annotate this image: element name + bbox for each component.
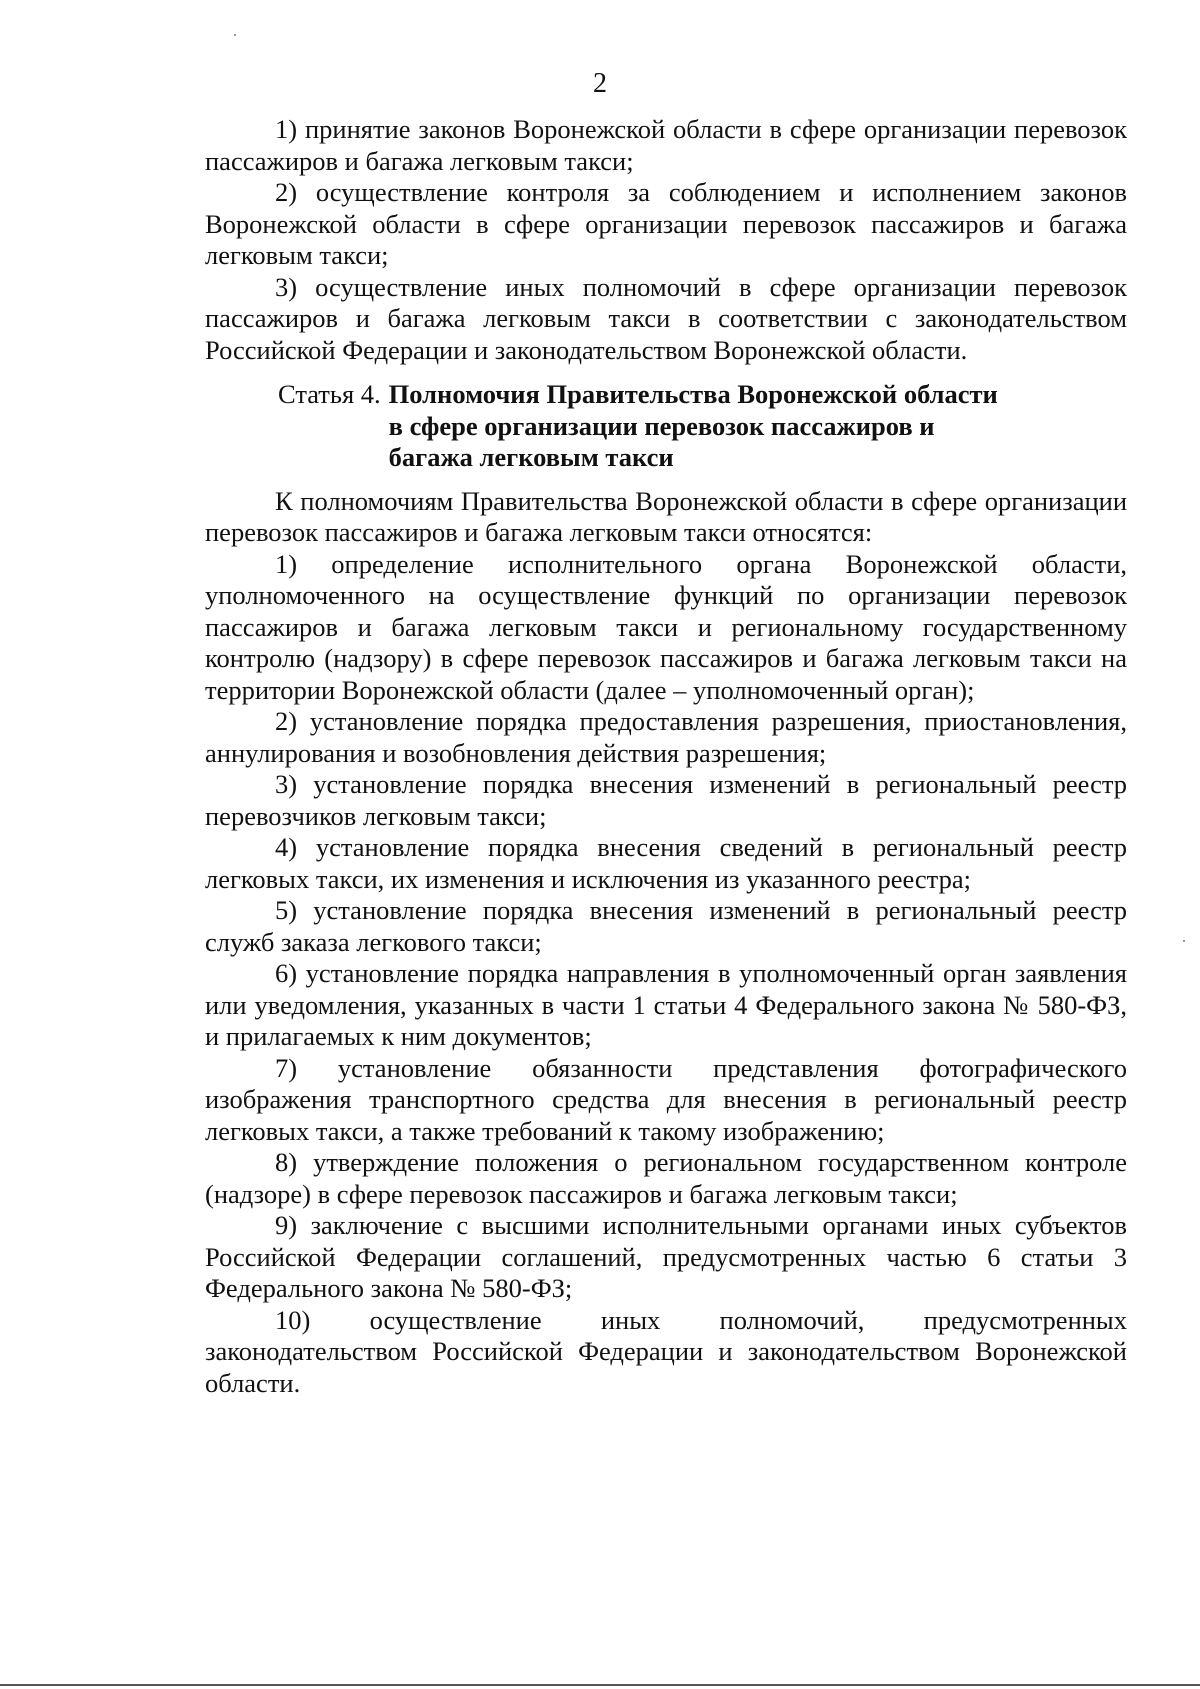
article-intro: К полномочиям Правительства Воронежской области в сфере организации перевозок пассажиров и багажа легковым такси относятся: [205,485,1127,547]
scan-speck [234,34,236,36]
article-title: Полномочия Правительства Воронежской области в сфере организации перевозок пассажиров и багажа легковым такси [388,379,998,472]
article-item-5: 5) установление порядка внесения изменений в региональный реестр служб заказа легкового такси; [205,895,1127,957]
article-item-7: 7) установление обязанности представления фотографического изображения транспортного средства для внесения в региональный реестр легковых такси, а также требований к такому изображению; [205,1052,1127,1146]
page-number: 2 [593,68,607,99]
article-item-4: 4) установление порядка внесения сведений в региональный реестр легковых такси, их изменения и исключения из указанного реестра; [205,832,1127,894]
document-body [205,114,1127,1399]
article-item-10: 10) осуществление иных полномочий, предусмотренных законодательством Российской Федерации и законодательством Воронежской области. [205,1304,1127,1398]
article-item-9: 9) заключение с высшими исполнительными органами иных субъектов Российской Федерации соглашений, предусмотренных частью 6 статьи 3 Федерального закона № 580-ФЗ; [205,1210,1127,1303]
intro-item-2: 2) осуществление контроля за соблюдением и исполнением законов Воронежской области в сфере организации перевозок пассажиров и багажа легковым такси; [205,177,1127,270]
article-item-3: 3) установление порядка внесения изменений в региональный реестр перевозчиков легковым такси; [205,769,1127,831]
article-item-6: 6) установление порядка направления в уполномоченный орган заявления или уведомления, указанных в части 1 статьи 4 Федерального закона № 580-ФЗ, и прилагаемых к ним документов; [205,958,1127,1051]
article-label: Статья 4. [278,379,381,409]
scan-bottom-edge [0,1684,1200,1686]
intro-item-3: 3) осуществление иных полномочий в сфере организации перевозок пассажиров и багажа легковым такси в соответствии с законодательством Российской Федерации и законодательством Воронежской области. [205,271,1127,365]
scan-speck [1183,940,1185,942]
article-item-8: 8) утверждение положения о региональном государственном контроле (надзоре) в сфере перевозок пассажиров и багажа легковым такси; [205,1147,1127,1209]
article-item-2: 2) установление порядка предоставления разрешения, приостановления, аннулирования и возобновления действия разрешения; [205,706,1127,768]
article-item-1: 1) определение исполнительного органа Воронежской области, уполномоченного на осуществление функций по организации перевозок пассажиров и багажа легковым такси и региональному государственному контролю (надзору) в сфере перевозок пассажиров и багажа легковым такси на территории Воронежской области (далее – уполномоченный орган); [205,548,1127,705]
article-heading [205,379,1127,474]
intro-item-1: 1) принятие законов Воронежской области в сфере организации перевозок пассажиров и багажа легковым такси; [205,114,1127,176]
